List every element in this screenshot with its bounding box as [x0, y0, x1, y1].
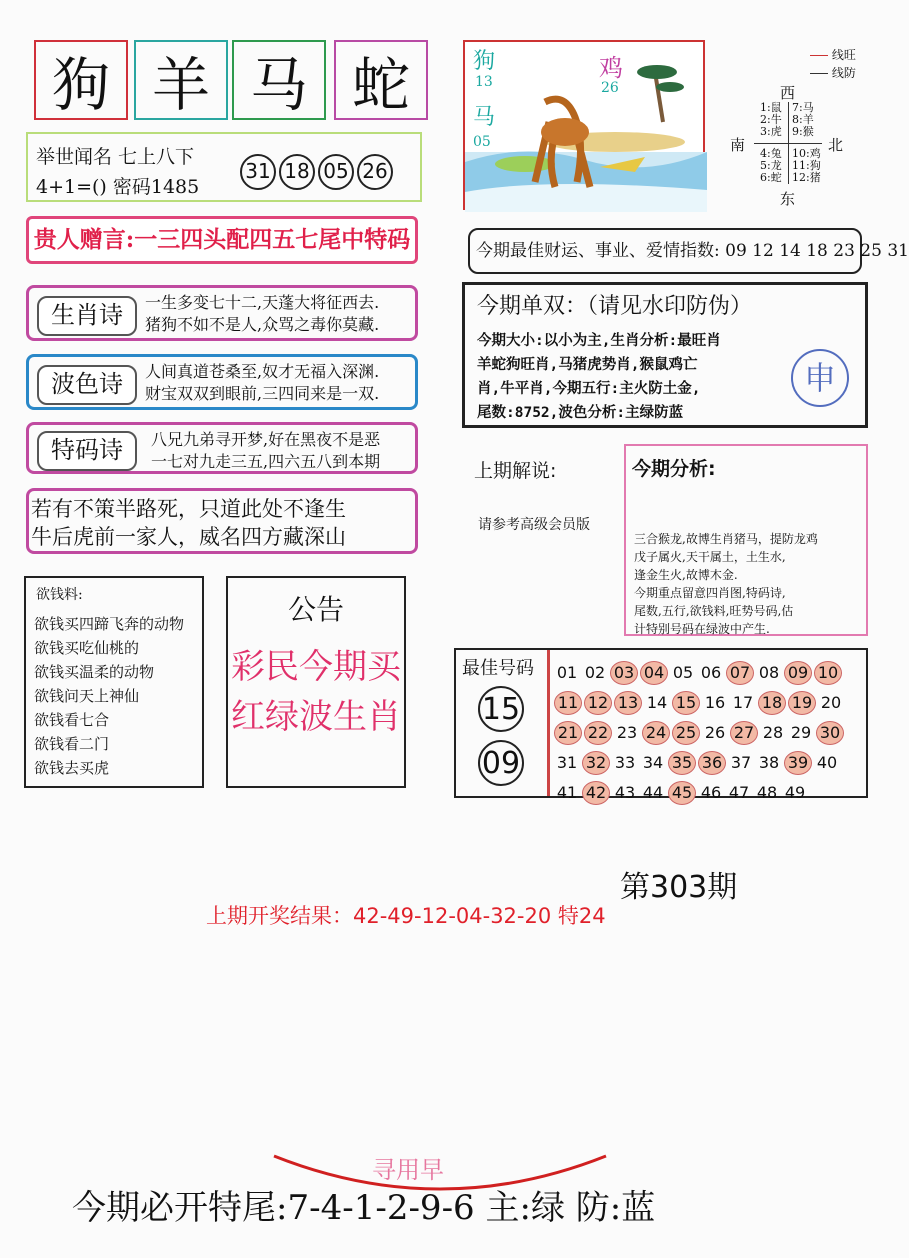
- last-result: 上期开奖结果：42-49-12-04-32-20 特24: [206, 904, 606, 928]
- best-big-2: 09: [478, 740, 524, 786]
- poem-label: 特码诗: [37, 431, 137, 471]
- zodiac-box: 蛇: [334, 40, 428, 120]
- info-line-2: 4+1=() 密码1485: [36, 176, 200, 198]
- number-cell-highlighted: 35: [668, 751, 696, 775]
- number-cell: 26: [704, 723, 726, 742]
- analysis-title: 今期分析:: [632, 458, 716, 480]
- best-big-1: 15: [478, 686, 524, 732]
- horse-illustration: [465, 42, 707, 212]
- poem-line: 一生多变七十二,天蓬大将征西去.: [145, 293, 380, 312]
- analysis-line: 尾数:8752,波色分析:主绿防蓝: [477, 405, 684, 421]
- pic-num-rooster: 26: [601, 80, 619, 96]
- single-double-title: 今期单双：（请见水印防伪）: [477, 294, 753, 319]
- analysis-line: 三合猴龙,故博生肖猪马，提防龙鸡: [634, 532, 818, 546]
- analysis-line: 逢金生火,故博木金.: [634, 568, 738, 582]
- number-cell-highlighted: 10: [814, 661, 842, 685]
- fortune-text: 今期最佳财运、事业、爱情指数: 09 12 14 18 23 25 31: [476, 241, 909, 261]
- number-cell: 33: [614, 753, 636, 772]
- issue-number: 第303期: [620, 870, 738, 905]
- number-cell: 47: [728, 783, 750, 802]
- compass-east: 东: [780, 190, 796, 208]
- poem-line: 财宝双双到眼前,三四同来是一双.: [145, 384, 380, 403]
- number-cell-highlighted: 18: [758, 691, 786, 715]
- verse-box: [26, 488, 418, 554]
- compass-entry: 3:虎: [760, 125, 782, 138]
- number-cell-highlighted: 03: [610, 661, 638, 685]
- info-box: [26, 132, 422, 202]
- number-cell-highlighted: 07: [726, 661, 754, 685]
- money-item: 欲钱去买虎: [34, 759, 110, 777]
- number-cell: 23: [616, 723, 638, 742]
- compass-north: 北: [828, 136, 844, 154]
- poem-line: 猪狗不如不是人,众骂之毒你莫藏.: [145, 315, 380, 334]
- number-cell-highlighted: 42: [582, 781, 610, 805]
- best-title: 最佳号码: [462, 658, 534, 679]
- lucky-number-circle: 31: [240, 154, 276, 190]
- legend-wang: 线旺: [831, 48, 856, 62]
- number-cell-highlighted: 22: [584, 721, 612, 745]
- money-item: 欲钱买温柔的动物: [34, 663, 155, 681]
- compass-entry: 9:猴: [792, 125, 814, 138]
- number-cell-highlighted: 36: [698, 751, 726, 775]
- analysis-line: 今期大小:以小为主,生肖分析:最旺肖: [477, 333, 721, 349]
- compass-entry: 5:龙: [760, 159, 782, 172]
- compass-entry: 10:鸡: [792, 147, 821, 160]
- number-cell-highlighted: 24: [642, 721, 670, 745]
- number-cell: 40: [816, 753, 838, 772]
- poem-color: [26, 354, 418, 410]
- number-cell-highlighted: 30: [816, 721, 844, 745]
- analysis-line: 计特别号码在绿波中产生.: [634, 622, 770, 636]
- analysis-line: 尾数,五行,欲钱料,旺势号码,估: [634, 604, 794, 618]
- poem-line: 人间真道苍桑至,奴才无福入深渊.: [145, 362, 380, 381]
- money-item: 欲钱问天上神仙: [34, 687, 140, 705]
- number-cell-highlighted: 39: [784, 751, 812, 775]
- compass-entry: 1:鼠: [760, 101, 782, 114]
- money-box: [24, 576, 204, 788]
- noble-text: 贵人赠言:一三四头配四五七尾中特码: [33, 226, 411, 253]
- number-cell: 14: [646, 693, 668, 712]
- zodiac-box: 狗: [34, 40, 128, 120]
- compass: [720, 44, 880, 214]
- lucky-number-circle: 18: [279, 154, 315, 190]
- notice-line: 彩民今期买: [231, 647, 401, 687]
- number-cell-highlighted: 12: [584, 691, 612, 715]
- money-item: 欲钱看七合: [34, 711, 110, 729]
- zodiac-box: 羊: [134, 40, 228, 120]
- zodiac-box: 马: [232, 40, 326, 120]
- analysis-line: 戊子属火,天干属土，土生水,: [634, 550, 786, 564]
- money-item: 欲钱买四蹄飞奔的动物: [34, 615, 185, 633]
- number-cell-highlighted: 13: [614, 691, 642, 715]
- poem-zodiac: [26, 285, 418, 341]
- best-numbers-box: [454, 648, 868, 802]
- number-cell-highlighted: 09: [784, 661, 812, 685]
- compass-west: 西: [780, 84, 796, 102]
- money-title: 欲钱料:: [36, 587, 83, 603]
- legend-fang: 线防: [831, 66, 856, 80]
- last-explain-note: 请参考高级会员版: [478, 517, 590, 533]
- number-cell-highlighted: 32: [582, 751, 610, 775]
- number-cell: 48: [756, 783, 778, 802]
- notice-box: [226, 576, 406, 788]
- number-cell: 44: [642, 783, 664, 802]
- number-cell: 28: [762, 723, 784, 742]
- number-cell-highlighted: 21: [554, 721, 582, 745]
- compass-entry: 12:猪: [792, 171, 821, 184]
- fortune-box: [468, 228, 909, 274]
- number-cell: 46: [700, 783, 722, 802]
- number-cell: 01: [556, 663, 578, 682]
- compass-entry: 4:兔: [760, 147, 782, 160]
- analysis-line: 肖,牛平肖,今期五行:主火防土金,: [477, 381, 701, 397]
- number-cell: 06: [700, 663, 722, 682]
- pic-label-horse: 马: [473, 105, 496, 130]
- number-cell: 38: [758, 753, 780, 772]
- poem-label: 波色诗: [37, 365, 137, 405]
- lucky-number-circle: 05: [318, 154, 354, 190]
- number-cell: 16: [704, 693, 726, 712]
- info-line-1: 举世闻名 七上八下: [36, 146, 195, 168]
- verse-line: 若有不策半路死，只道此处不逢生: [31, 497, 346, 521]
- compass-entry: 6:蛇: [760, 171, 782, 184]
- bottom-watermark: 寻用早: [372, 1156, 444, 1184]
- number-cell: 17: [732, 693, 754, 712]
- last-explain-title: 上期解说:: [474, 460, 557, 482]
- number-cell: 20: [820, 693, 842, 712]
- footer-tail: 今期必开特尾:7-4-1-2-9-6 主:绿 防:蓝: [72, 1188, 656, 1228]
- money-item: 欲钱看二门: [34, 735, 110, 753]
- number-cell: 02: [584, 663, 606, 682]
- number-cell: 05: [672, 663, 694, 682]
- single-double-box: [462, 282, 868, 428]
- number-cell: 43: [614, 783, 636, 802]
- lucky-number-circle: 26: [357, 154, 393, 190]
- number-cell: 37: [730, 753, 752, 772]
- analysis-line: 羊蛇狗旺肖,马猪虎势肖,猴鼠鸡亡: [477, 357, 698, 373]
- number-cell-highlighted: 25: [672, 721, 700, 745]
- number-cell-highlighted: 19: [788, 691, 816, 715]
- number-cell: 41: [556, 783, 578, 802]
- number-cell: 31: [556, 753, 578, 772]
- number-cell: 08: [758, 663, 780, 682]
- notice-title: 公告: [287, 593, 344, 626]
- compass-south: 南: [730, 136, 746, 154]
- number-cell: 34: [642, 753, 664, 772]
- poem-special: [26, 422, 418, 474]
- number-cell-highlighted: 11: [554, 691, 582, 715]
- best-left: [456, 650, 550, 796]
- compass-entry: 2:牛: [760, 113, 782, 126]
- number-cell-highlighted: 15: [672, 691, 700, 715]
- watermark-stamp: 申: [791, 349, 849, 407]
- poem-line: 八兄九弟寻开梦,好在黑夜不是恶: [151, 430, 381, 449]
- number-cell: 29: [790, 723, 812, 742]
- pic-num-dog: 13: [475, 74, 493, 90]
- pic-label-rooster: 鸡: [599, 54, 623, 82]
- poem-line: 一七对九走三五,四六五八到本期: [151, 452, 381, 471]
- pic-num-horse: 05: [473, 134, 491, 150]
- poem-label: 生肖诗: [37, 296, 137, 336]
- compass-entry: 8:羊: [792, 113, 814, 126]
- number-grid: [554, 658, 866, 808]
- number-cell-highlighted: 04: [640, 661, 668, 685]
- pic-label-dog: 狗: [473, 49, 496, 74]
- verse-line: 牛后虎前一家人，威名四方藏深山: [31, 525, 346, 549]
- compass-entry: 11:狗: [792, 159, 821, 172]
- number-cell-highlighted: 45: [668, 781, 696, 805]
- notice-line: 红绿波生肖: [231, 697, 401, 737]
- analysis-box: [624, 444, 868, 636]
- compass-entry: 7:马: [792, 101, 814, 114]
- info-circles: [240, 154, 396, 190]
- number-cell-highlighted: 27: [730, 721, 758, 745]
- horse-picture: [463, 40, 705, 210]
- number-cell: 49: [784, 783, 806, 802]
- analysis-line: 今期重点留意四肖图,特码诗,: [634, 586, 786, 600]
- noble-banner: [26, 216, 418, 264]
- money-item: 欲钱买吃仙桃的: [34, 639, 140, 657]
